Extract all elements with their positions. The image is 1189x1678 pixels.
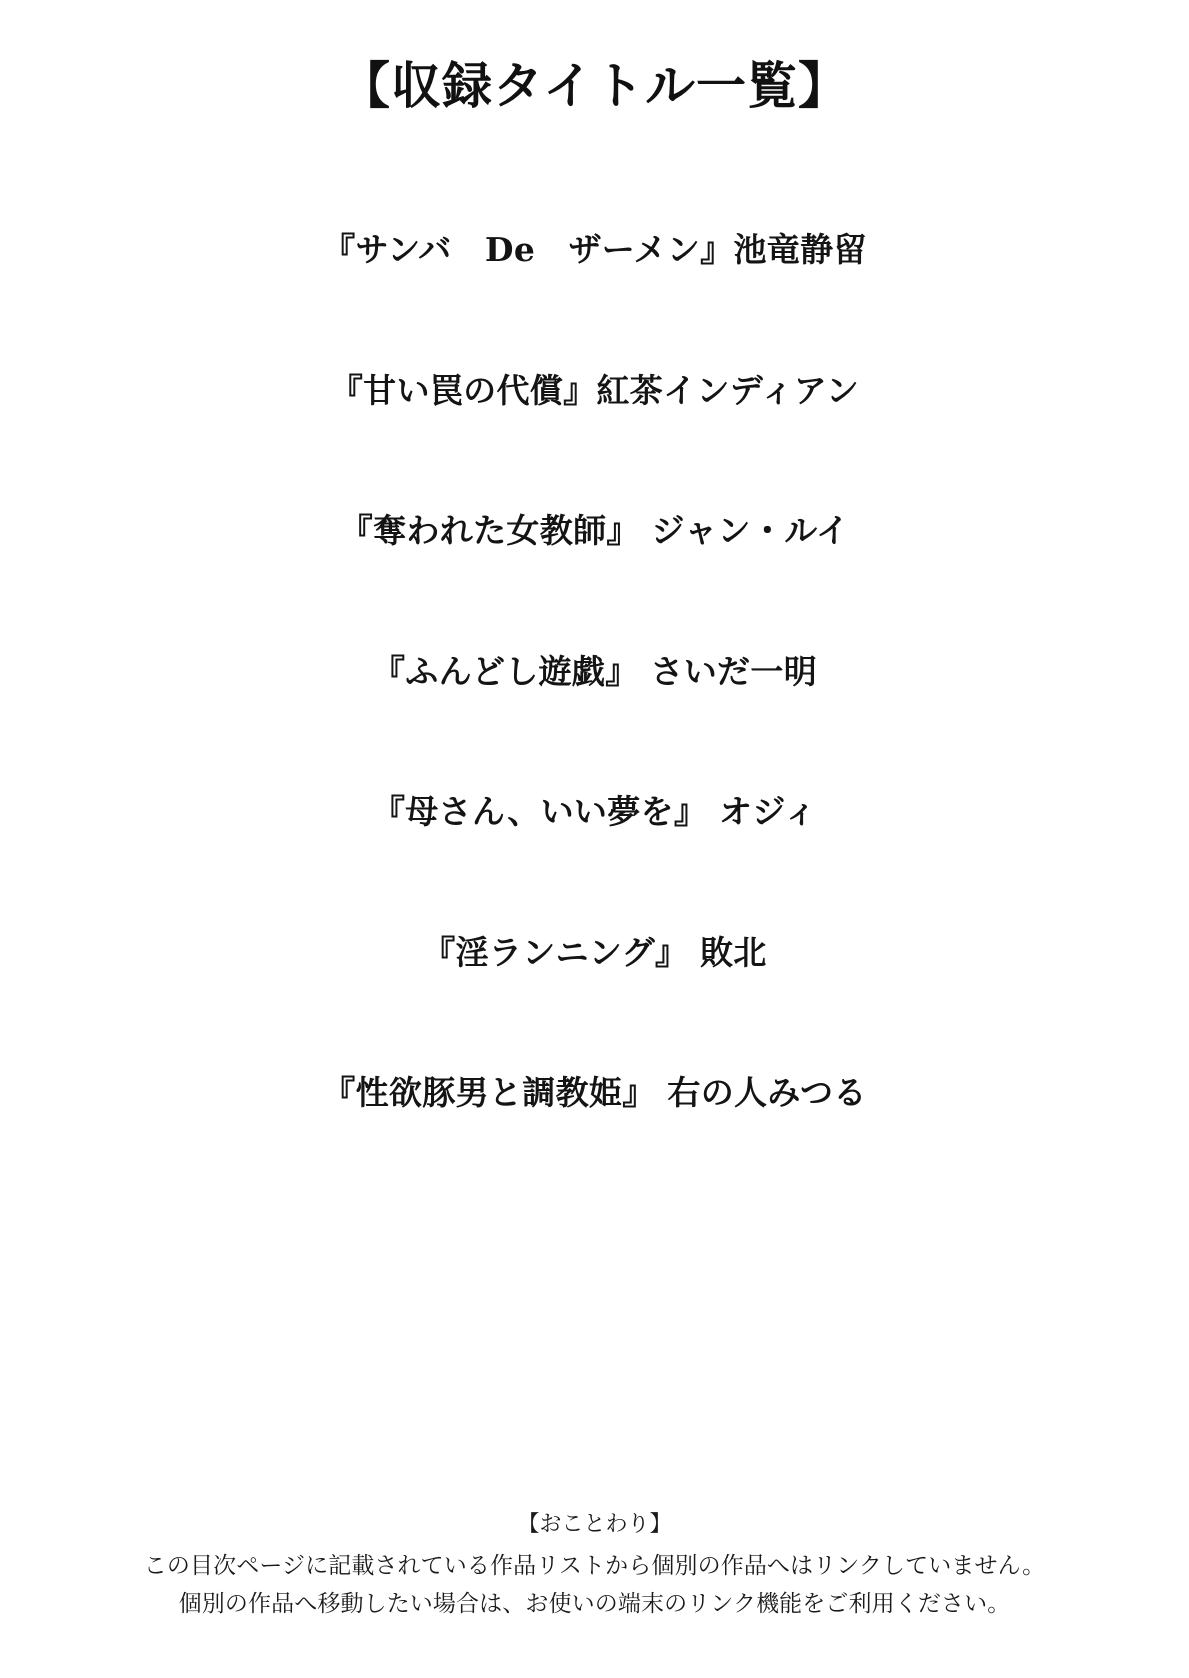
list-item: 『母さん、いい夢を』 オジィ [371, 792, 818, 832]
page-title: 【収録タイトル一覧】 [340, 56, 849, 115]
list-item: 『サンバ De ザーメン』池竜静留 [322, 230, 867, 269]
list-item: 『性欲豚男と調教姫』 右の人みつる [322, 1073, 867, 1113]
notice-block [0, 1507, 1189, 1624]
notice-line-1: この目次ページに記載されている作品リストから個別の作品へはリンクしていません。 [143, 1553, 1046, 1580]
list-item: 『淫ランニング』 敗北 [422, 932, 767, 972]
table-of-contents-list [0, 228, 1189, 1116]
list-item: 『奪われた女教師』 ジャン・ルイ [339, 511, 850, 551]
notice-line-2: 個別の作品へ移動したい場合は、お使いの端末のリンク機能をご利用ください。 [178, 1591, 1011, 1618]
notice-heading: 【おことわり】 [517, 1511, 672, 1537]
list-item: 『ふんどし遊戯』 さいだ一明 [371, 651, 818, 691]
list-item: 『甘い罠の代償』紅茶インディアン [329, 370, 860, 410]
